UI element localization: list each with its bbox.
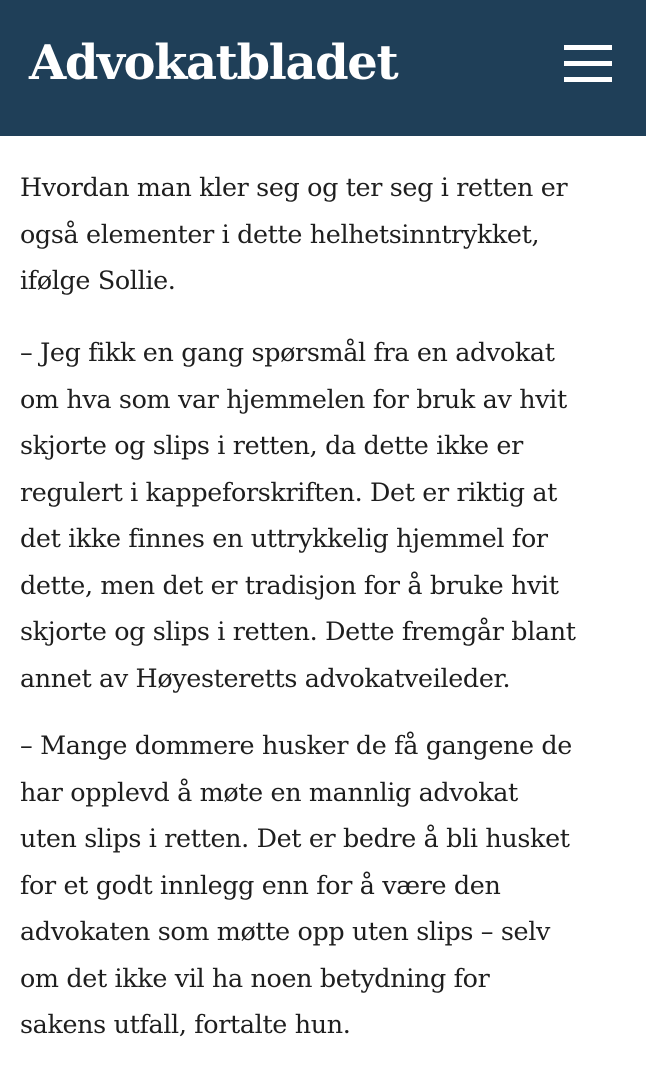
- site-header: [0, 0, 646, 136]
- menu-bar-middle: [564, 61, 612, 66]
- paragraph-line: sakens utfall, fortalte hun.: [20, 1009, 351, 1039]
- paragraph-line: det ikke finnes en uttrykkelig hjemmel for: [20, 523, 548, 553]
- paragraph-line: dette, men det er tradisjon for å bruke hvit: [20, 569, 559, 600]
- paragraph-line: uten slips i retten. Det er bedre å bli husket: [20, 823, 570, 853]
- menu-bar-top: [564, 45, 612, 50]
- paragraph-line: skjorte og slips i retten. Dette fremgår blant: [20, 616, 576, 646]
- paragraph-line: har opplevd å møte en mannlig advokat: [20, 776, 518, 807]
- paragraph-line: regulert i kappeforskriften. Det er riktig at: [20, 476, 557, 507]
- article-paragraph-1: [20, 164, 630, 304]
- paragraph-line: ifølge Sollie.: [20, 265, 176, 295]
- article-paragraph-3: [20, 722, 630, 1048]
- paragraph-line: advokaten som møtte opp uten slips – selv: [20, 916, 550, 946]
- hamburger-menu-icon[interactable]: [560, 42, 616, 86]
- article-paragraph-2: [20, 329, 630, 701]
- menu-bar-bottom: [564, 77, 612, 82]
- paragraph-line: om hva som var hjemmelen for bruk av hvit: [20, 383, 567, 414]
- paragraph-line: også elementer i dette helhetsinntrykket,: [20, 218, 540, 249]
- paragraph-line: skjorte og slips i retten, da dette ikke er: [20, 430, 523, 460]
- site-logo[interactable]: Advokatbladet: [29, 35, 398, 91]
- paragraph-line: annet av Høyesteretts advokatveileder.: [20, 662, 511, 693]
- paragraph-line: – Jeg fikk en gang spørsmål fra en advokat: [20, 337, 555, 367]
- paragraph-line: Hvordan man kler seg og ter seg i retten er: [20, 172, 568, 202]
- paragraph-line: om det ikke vil ha noen betydning for: [20, 962, 490, 993]
- paragraph-line: – Mange dommere husker de få gangene de: [20, 730, 572, 760]
- paragraph-line: for et godt innlegg enn for å være den: [20, 869, 501, 900]
